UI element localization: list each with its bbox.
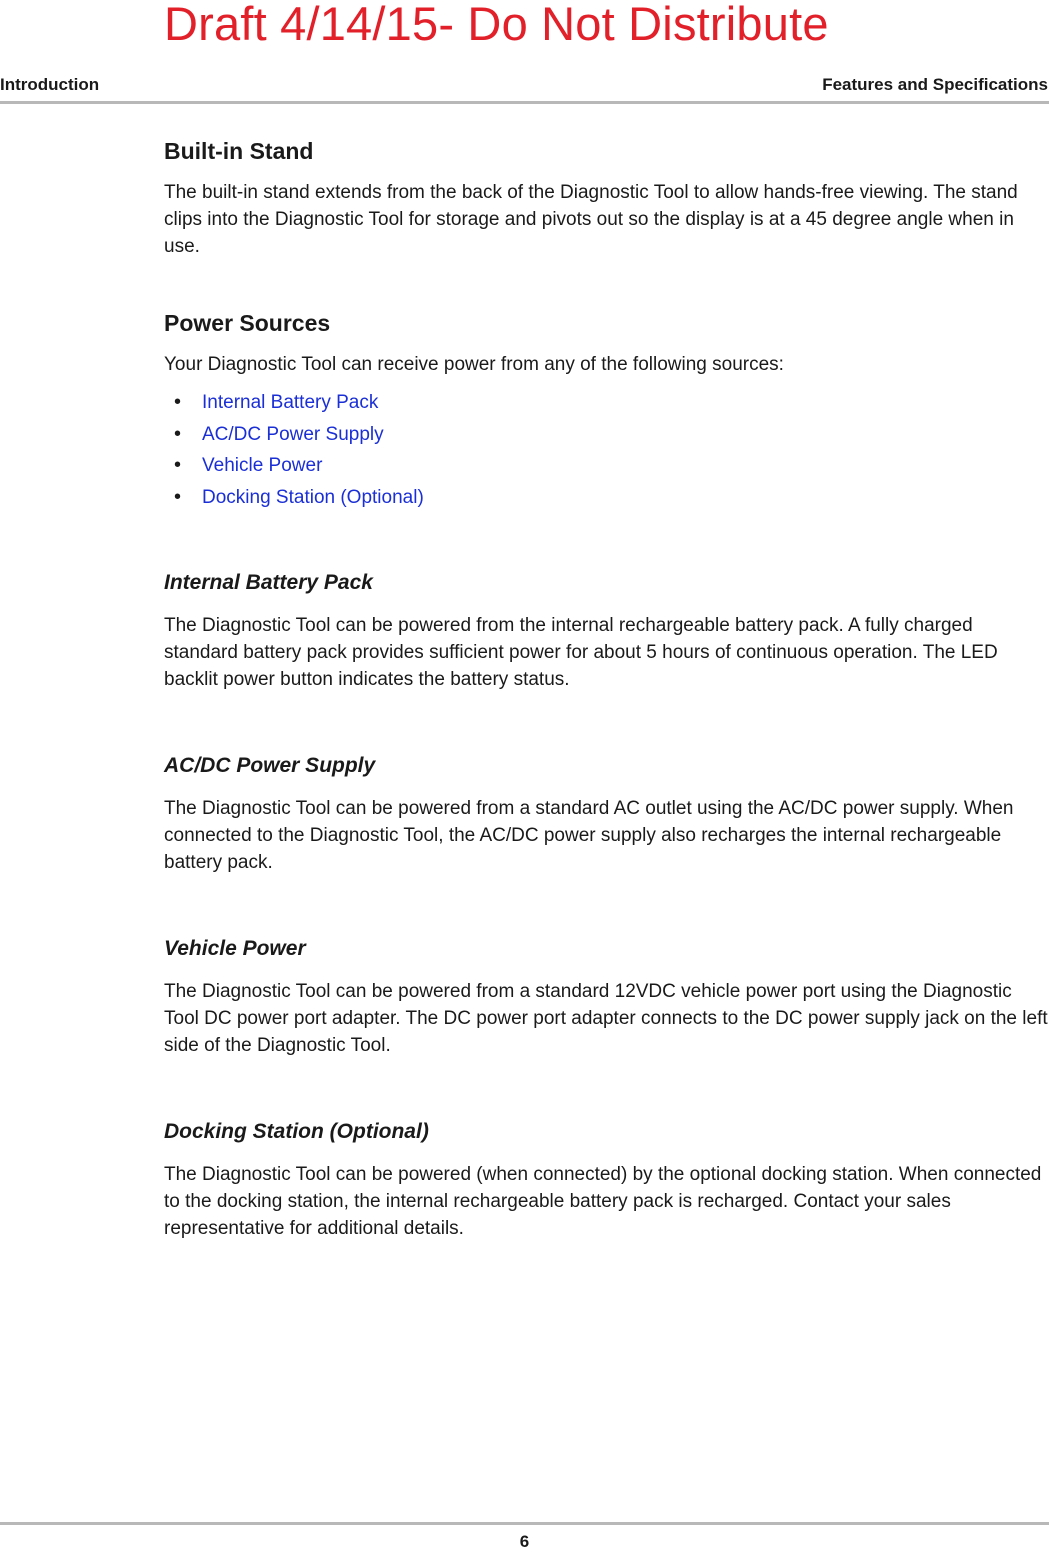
subsection-title-vehicle-power: Vehicle Power: [164, 937, 306, 960]
subsection-title-internal-battery-pack: Internal Battery Pack: [164, 571, 373, 594]
page-content: [164, 136, 1049, 1242]
link-vehicle-power[interactable]: Vehicle Power: [202, 455, 323, 476]
bullet-icon: •: [174, 422, 182, 445]
list-item: [164, 387, 1049, 419]
list-item: [164, 419, 1049, 451]
header-divider: [0, 101, 1049, 104]
list-item: [164, 450, 1049, 482]
bullet-icon: •: [174, 485, 182, 508]
paragraph-ac-dc-power-supply: The Diagnostic Tool can be powered from a standard AC outlet using the AC/DC power supply. When connected to the Diagnostic Tool, the AC/DC power supply also recharges the internal rechargeable battery pack.: [164, 798, 1014, 873]
paragraph-internal-battery-pack: The Diagnostic Tool can be powered from the internal rechargeable battery pack. A fully charged standard battery pack provides sufficient power for about 5 hours of continuous operation. The LED backlit power button indicates the battery status.: [164, 615, 998, 690]
link-ac-dc-power-supply[interactable]: AC/DC Power Supply: [202, 423, 384, 445]
paragraph-vehicle-power: The Diagnostic Tool can be powered from a standard 12VDC vehicle power port using the Diagnostic Tool DC power port adapter. The DC power port adapter connects to the DC power supply jack on the left side of the Diagnostic Tool.: [164, 981, 1048, 1056]
section-title-built-in-stand: Built-in Stand: [164, 138, 314, 164]
power-sources-list: [164, 387, 1049, 513]
subsection-title-ac-dc-power-supply: AC/DC Power Supply: [164, 754, 376, 777]
list-item: [164, 482, 1049, 514]
subsection-title-docking-station: Docking Station (Optional): [164, 1120, 429, 1143]
link-internal-battery-pack[interactable]: Internal Battery Pack: [202, 392, 379, 413]
link-docking-station[interactable]: Docking Station (Optional): [202, 486, 424, 508]
section-title-power-sources: Power Sources: [164, 310, 331, 336]
page-header: [0, 75, 1049, 95]
header-section: Features and Specifications: [822, 75, 1048, 94]
bullet-icon: •: [174, 454, 182, 476]
page-number: 6: [519, 1532, 530, 1551]
bullet-icon: •: [174, 391, 182, 413]
draft-watermark: Draft 4/14/15- Do Not Distribute: [164, 0, 829, 50]
paragraph-power-sources-intro: Your Diagnostic Tool can receive power from any of the following sources:: [164, 354, 784, 375]
footer-divider: [0, 1522, 1049, 1525]
paragraph-docking-station: The Diagnostic Tool can be powered (when connected) by the optional docking station. When connected to the docking station, the internal rechargeable battery pack is recharged. Contact your sales representative for additional details.: [164, 1164, 1042, 1239]
paragraph-built-in-stand: The built-in stand extends from the back of the Diagnostic Tool to allow hands-free viewing. The stand clips into the Diagnostic Tool for storage and pivots out so the display is at a 45 degree angle when in use.: [164, 182, 1018, 257]
header-chapter: Introduction: [0, 75, 100, 94]
